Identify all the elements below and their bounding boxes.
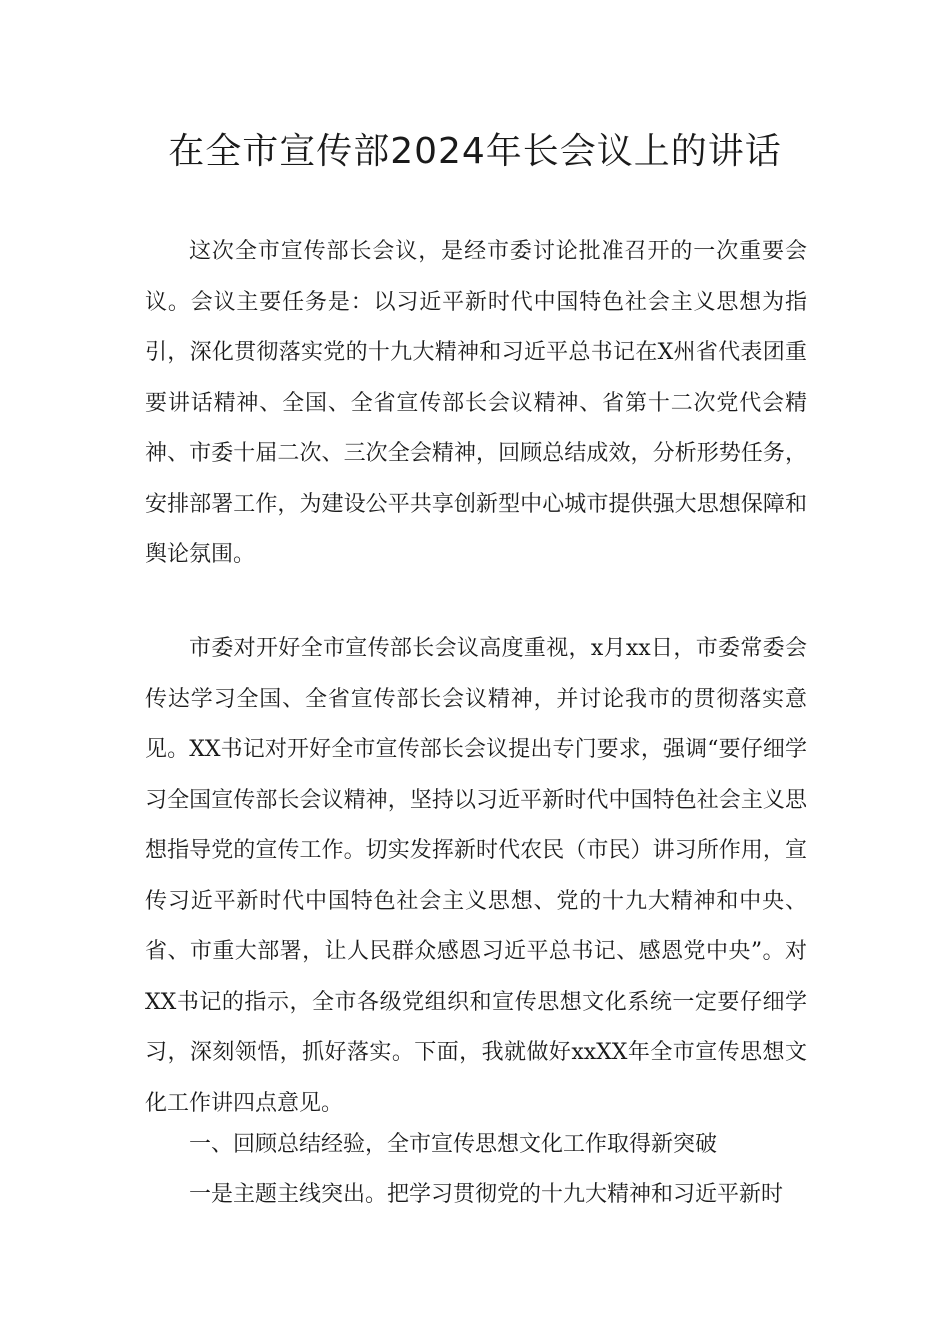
paragraph-committee: 市委对开好全市宣传部长会议高度重视，x月xx日，市委常委会传达学习全国、全省宣传部长会议精神，并讨论我市的贯彻落实意见。XX书记对开好全市宣传部长会议提出专门要求，强调“要仔细学习全国宣传部长会议精神，坚持以习近平新时代中国特色社会主义思想指导党的宣传工作。切实发挥新时代农民（市民）讲习所作用，宣传习近平新时代中国特色社会主义思想、党的十九大精神和中央、省、市重大部署，让人民群众感恩习近平总书记、感恩党中央”。对XX书记的指示，全市各级党组织和宣传思想文化系统一定要仔细学习，深刻领悟，抓好落实。下面，我就做好xxXX年全市宣传思想文化工作讲四点意见。 <box>145 636 807 1116</box>
paragraph-point-1: 一是主题主线突出。把学习贯彻党的十九大精神和习近平新时 <box>189 1182 784 1207</box>
paragraph-intro: 这次全市宣传部长会议，是经市委讨论批准召开的一次重要会议。会议主要任务是：以习近平新时代中国特色社会主义思想为指引，深化贯彻落实党的十九大精神和习近平总书记在X州省代表团重要讲话精神、全国、全省宣传部长会议精神、省第十二次党代会精神、市委十届二次、三次全会精神，回顾总结成效，分析形势任务，安排部署工作，为建设公平共享创新型中心城市提供强大思想保障和舆论氛围。 <box>145 239 807 567</box>
document-title: 在全市宣传部2024年长会议上的讲话 <box>168 131 782 172</box>
section-heading-1: 一、回顾总结经验，全市宣传思想文化工作取得新突破 <box>189 1132 718 1157</box>
